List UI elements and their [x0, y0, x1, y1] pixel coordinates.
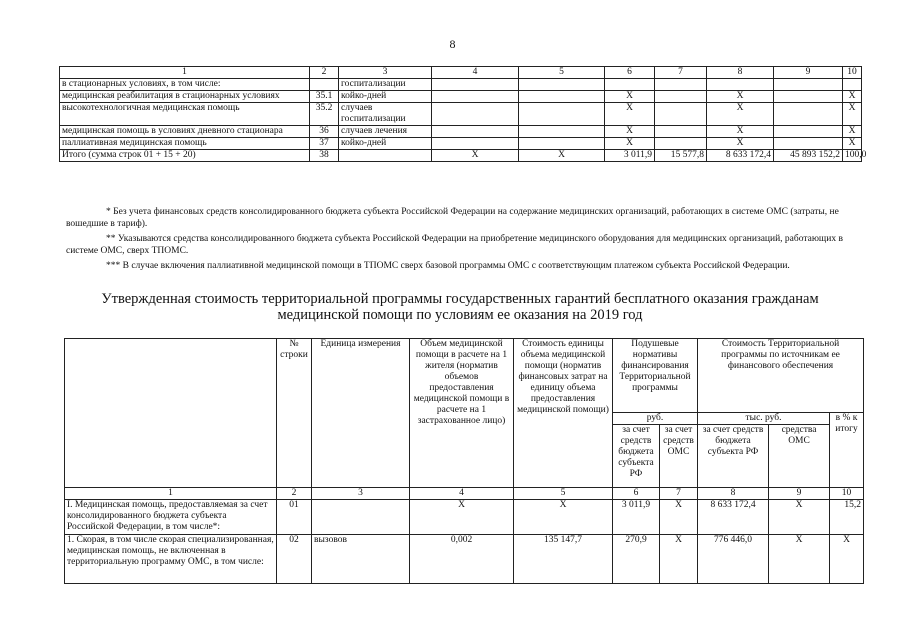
- row-c9: [774, 103, 843, 126]
- row-c7: Х: [660, 500, 698, 535]
- section-title: [60, 291, 860, 323]
- row-c8: 776 446,0: [698, 535, 769, 584]
- row-c6: 3 011,9: [605, 150, 655, 162]
- row-name: 1. Скорая, в том числе скорая специализированная, медицинская помощь, не включенная в территориальную программу ОМС, в том числе:: [65, 535, 277, 584]
- row-c5: [519, 103, 605, 126]
- row-number: [310, 79, 339, 91]
- row-c10: 100,0: [843, 150, 862, 162]
- col-index: 8: [698, 488, 769, 500]
- row-name: высокотехнологичная медицинская помощь: [60, 103, 310, 126]
- row-c8: Х: [707, 138, 774, 150]
- col-index: 2: [277, 488, 312, 500]
- row-c8: Х: [707, 91, 774, 103]
- row-unit: койко-дней: [339, 138, 432, 150]
- col-index: 9: [774, 67, 843, 79]
- header-per-capita: Подушевые нормативы финансирования Территориальной программы: [613, 339, 698, 413]
- section-title-line-1: Утвержденная стоимость территориальной программы государственных гарантий бесплатного оказания гражданам: [101, 291, 819, 307]
- row-number: 02: [277, 535, 312, 584]
- row-c9: Х: [769, 535, 830, 584]
- row-c7: [655, 138, 707, 150]
- row-c9: [774, 79, 843, 91]
- col-index: 7: [655, 67, 707, 79]
- col-index: 3: [312, 488, 410, 500]
- row-c6: 270,9: [613, 535, 660, 584]
- row-unit: койко-дней: [339, 91, 432, 103]
- row-c5: Х: [519, 150, 605, 162]
- row-number: 35.1: [310, 91, 339, 103]
- row-c10: [843, 79, 862, 91]
- row-c8: [707, 79, 774, 91]
- row-c6: Х: [605, 126, 655, 138]
- row-c5: [519, 91, 605, 103]
- header-oms: за счет средств ОМС: [660, 425, 698, 488]
- row-c5: [519, 138, 605, 150]
- header-percent: в % к итогу: [830, 413, 864, 488]
- table-row: [60, 138, 862, 150]
- header-volume: Объем медицинской помощи в расчете на 1 жителя (норматив объемов предоставления медицинской помощи в расчете на 1 застрахованное лицо): [410, 339, 514, 488]
- footnote-3: *** В случае включения паллиативной медицинской помощи в ТПОМС сверх базовой программы ОМС с соответствующим платежом субъекта Российской Федерации.: [106, 261, 790, 271]
- row-unit: [312, 500, 410, 535]
- table2-column-index-row: [65, 488, 864, 500]
- row-unit: [339, 150, 432, 162]
- row-unit: вызовов: [312, 535, 410, 584]
- row-c7: [655, 126, 707, 138]
- col-index: 7: [660, 488, 698, 500]
- row-c7: Х: [660, 535, 698, 584]
- approved-cost-table: [64, 338, 864, 584]
- col-index: 5: [514, 488, 613, 500]
- row-unit: случаев лечения: [339, 126, 432, 138]
- footnotes: [66, 206, 858, 275]
- header-program-cost: Стоимость Территориальной программы по источникам ее финансового обеспечения: [698, 339, 864, 413]
- header-row-number: № строки: [277, 339, 312, 488]
- row-c8: 8 633 172,4: [707, 150, 774, 162]
- header-budget: за счет средств бюджета субъекта РФ: [613, 425, 660, 488]
- table-row: [60, 91, 862, 103]
- row-c9: Х: [769, 500, 830, 535]
- row-number: 37: [310, 138, 339, 150]
- table-row: [60, 103, 862, 126]
- col-index: 5: [519, 67, 605, 79]
- header-budget-total: за счет средств бюджета субъекта РФ: [698, 425, 769, 488]
- row-c4: [432, 103, 519, 126]
- row-name: паллиативная медицинская помощь: [60, 138, 310, 150]
- table-row: [65, 535, 864, 584]
- row-c7: [655, 91, 707, 103]
- col-index: 9: [769, 488, 830, 500]
- row-c9: [774, 138, 843, 150]
- row-c8: Х: [707, 126, 774, 138]
- header-name-cell: [65, 339, 277, 488]
- row-c6: Х: [605, 91, 655, 103]
- row-c6: Х: [605, 103, 655, 126]
- row-c10: 15,2: [830, 500, 864, 535]
- row-c9: [774, 91, 843, 103]
- row-c4: [432, 138, 519, 150]
- row-c4: [432, 126, 519, 138]
- col-index: 10: [830, 488, 864, 500]
- row-c8: 8 633 172,4: [698, 500, 769, 535]
- row-c8: Х: [707, 103, 774, 126]
- header-unit-cost: Стоимость единицы объема медицинской помощи (норматив финансовых затрат на единицу объема предоставления медицинской помощи): [514, 339, 613, 488]
- section-title-line-2: медицинской помощи по условиям ее оказания на 2019 год: [277, 307, 643, 323]
- row-c10: Х: [843, 138, 862, 150]
- row-c4: [432, 91, 519, 103]
- col-index: 6: [613, 488, 660, 500]
- row-c5: Х: [514, 500, 613, 535]
- row-number: 01: [277, 500, 312, 535]
- table-row: [65, 500, 864, 535]
- page-number: 8: [449, 37, 456, 51]
- row-number: 38: [310, 150, 339, 162]
- table-row-total: [60, 150, 862, 162]
- row-c4: Х: [432, 150, 519, 162]
- row-c4: [432, 79, 519, 91]
- col-index: 8: [707, 67, 774, 79]
- row-c7: [655, 79, 707, 91]
- row-c6: 3 011,9: [613, 500, 660, 535]
- table-row: [60, 79, 862, 91]
- footnote-2: ** Указываются средства консолидированного бюджета субъекта Российской Федерации на приобретение медицинского оборудования для медицинских организаций, работающих в системе ОМС, сверх ТПОМС.: [66, 234, 843, 256]
- row-number: 36: [310, 126, 339, 138]
- row-name: I. Медицинская помощь, предоставляемая за счет консолидированного бюджета субъекта Российской Федерации, в том числе*:: [65, 500, 277, 535]
- row-c4: 0,002: [410, 535, 514, 584]
- row-c10: Х: [843, 91, 862, 103]
- row-name: Итого (сумма строк 01 + 15 + 20): [60, 150, 310, 162]
- row-c6: Х: [605, 138, 655, 150]
- row-unit: госпитализации: [339, 79, 432, 91]
- row-unit: случаев госпитализации: [339, 103, 432, 126]
- col-index: 10: [843, 67, 862, 79]
- cost-table-continuation: [59, 66, 867, 162]
- row-c10: Х: [830, 535, 864, 584]
- row-c10: Х: [843, 126, 862, 138]
- row-c6: [605, 79, 655, 91]
- col-index: 4: [410, 488, 514, 500]
- row-name: медицинская помощь в условиях дневного стационара: [60, 126, 310, 138]
- row-c9: [774, 126, 843, 138]
- header-thousand-rub: тыс. руб.: [698, 413, 830, 425]
- table1-column-index-row: [60, 67, 862, 79]
- table2-header-row-1: [65, 339, 864, 413]
- header-rub: руб.: [613, 413, 698, 425]
- col-index: 4: [432, 67, 519, 79]
- row-c5: [519, 126, 605, 138]
- row-name: в стационарных условиях, в том числе:: [60, 79, 310, 91]
- col-index: 1: [65, 488, 277, 500]
- col-index: 6: [605, 67, 655, 79]
- row-name: медицинская реабилитация в стационарных условиях: [60, 91, 310, 103]
- header-unit: Единица измерения: [312, 339, 410, 488]
- row-c7: [655, 103, 707, 126]
- header-oms-total: средства ОМС: [769, 425, 830, 488]
- table-row: [60, 126, 862, 138]
- row-c10: Х: [843, 103, 862, 126]
- col-index: 3: [339, 67, 432, 79]
- col-index: 2: [310, 67, 339, 79]
- row-number: 35.2: [310, 103, 339, 126]
- row-c5: 135 147,7: [514, 535, 613, 584]
- row-c5: [519, 79, 605, 91]
- row-c9: 45 893 152,2: [774, 150, 843, 162]
- row-c4: Х: [410, 500, 514, 535]
- footnote-1: * Без учета финансовых средств консолидированного бюджета субъекта Российской Федерации на содержание медицинских организаций, работающих в системе ОМС (затраты, не вошедшие в тариф).: [66, 207, 839, 229]
- row-c7: 15 577,8: [655, 150, 707, 162]
- col-index: 1: [60, 67, 310, 79]
